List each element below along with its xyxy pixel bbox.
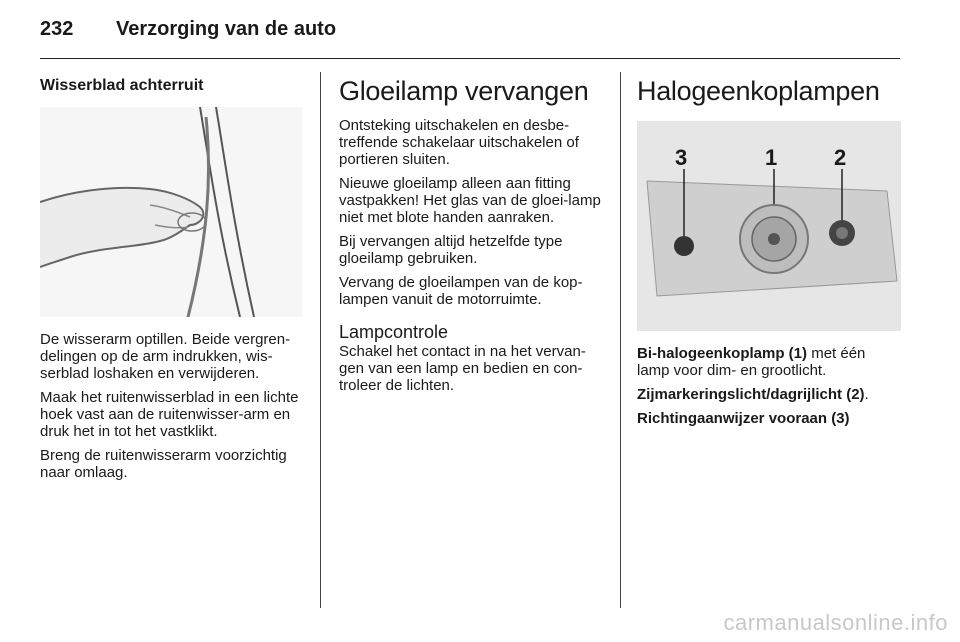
column-divider-1 [320,72,321,608]
col2-paragraph-2: Nieuwe gloeilamp alleen aan fitting vastpakken! Het glas van de gloei-lamp niet met blote handen aanraken. [339,175,601,226]
legend-item-1 [637,345,901,379]
callout-3: 3 [675,145,688,170]
page-header [40,18,336,41]
section-heading-bulb: Gloeilamp vervangen [339,76,589,106]
column-bulb-replacement [339,72,603,401]
legend-item-2-label: Zijmarkeringslicht/dagrijlicht (2) [637,386,865,403]
col2-paragraph-3: Bij vervangen altijd hetzelfde type gloeilamp gebruiken. [339,233,563,267]
col2-sub-paragraph: Schakel het contact in na het vervan-gen van een lamp en bedien en con-troleer de lichten. [339,343,586,394]
col1-paragraph-2: Maak het ruitenwisserblad in een lichte hoek vast aan de ruitenwisser-arm en druk het in tot het vastklikt. [40,389,299,440]
chapter-title: Verzorging van de auto [116,18,337,40]
page-number: 232 [40,18,74,40]
watermark[interactable]: carmanualsonline.info [723,610,948,635]
header-rule [40,58,900,59]
legend-item-2-text: . [864,386,869,403]
subheading-lamp-check: Lampcontrole [339,322,449,342]
column-halogen-headlamps [637,72,901,434]
legend-item-3 [637,410,901,427]
col1-paragraph-1: De wisserarm optillen. Beide vergren-delingen op de arm indrukken, wis-serblad loshaken en verwijderen. [40,331,291,382]
col2-paragraph-4: Vervang de gloeilampen van de kop-lampen vanuit de motorruimte. [339,274,583,308]
legend-item-3-label: Richtingaanwijzer vooraan (3) [637,410,850,427]
callout-2: 2 [834,145,847,170]
legend-item-1-text: met één lamp voor dim- en grootlicht. [637,345,866,379]
legend-item-2 [637,386,901,403]
column-divider-2 [620,72,621,608]
col1-paragraph-3: Breng de ruitenwisserarm voorzichtig naar omlaag. [40,447,287,481]
callout-1: 1 [765,145,778,170]
col2-paragraph-1: Ontsteking uitschakelen en desbe-treffende schakelaar uitschakelen of portieren sluiten. [339,117,579,168]
legend-item-1-label: Bi-halogeenkoplamp (1) [637,345,808,362]
section-heading-rear-wiper: Wisserblad achterruit [40,77,204,94]
headlamp-photo [637,121,901,331]
section-heading-halogen: Halogeenkoplampen [637,76,880,106]
wiper-hand-drawing [40,107,302,317]
column-wiper-blade [40,72,304,488]
wiper-blade-illustration [40,107,302,317]
